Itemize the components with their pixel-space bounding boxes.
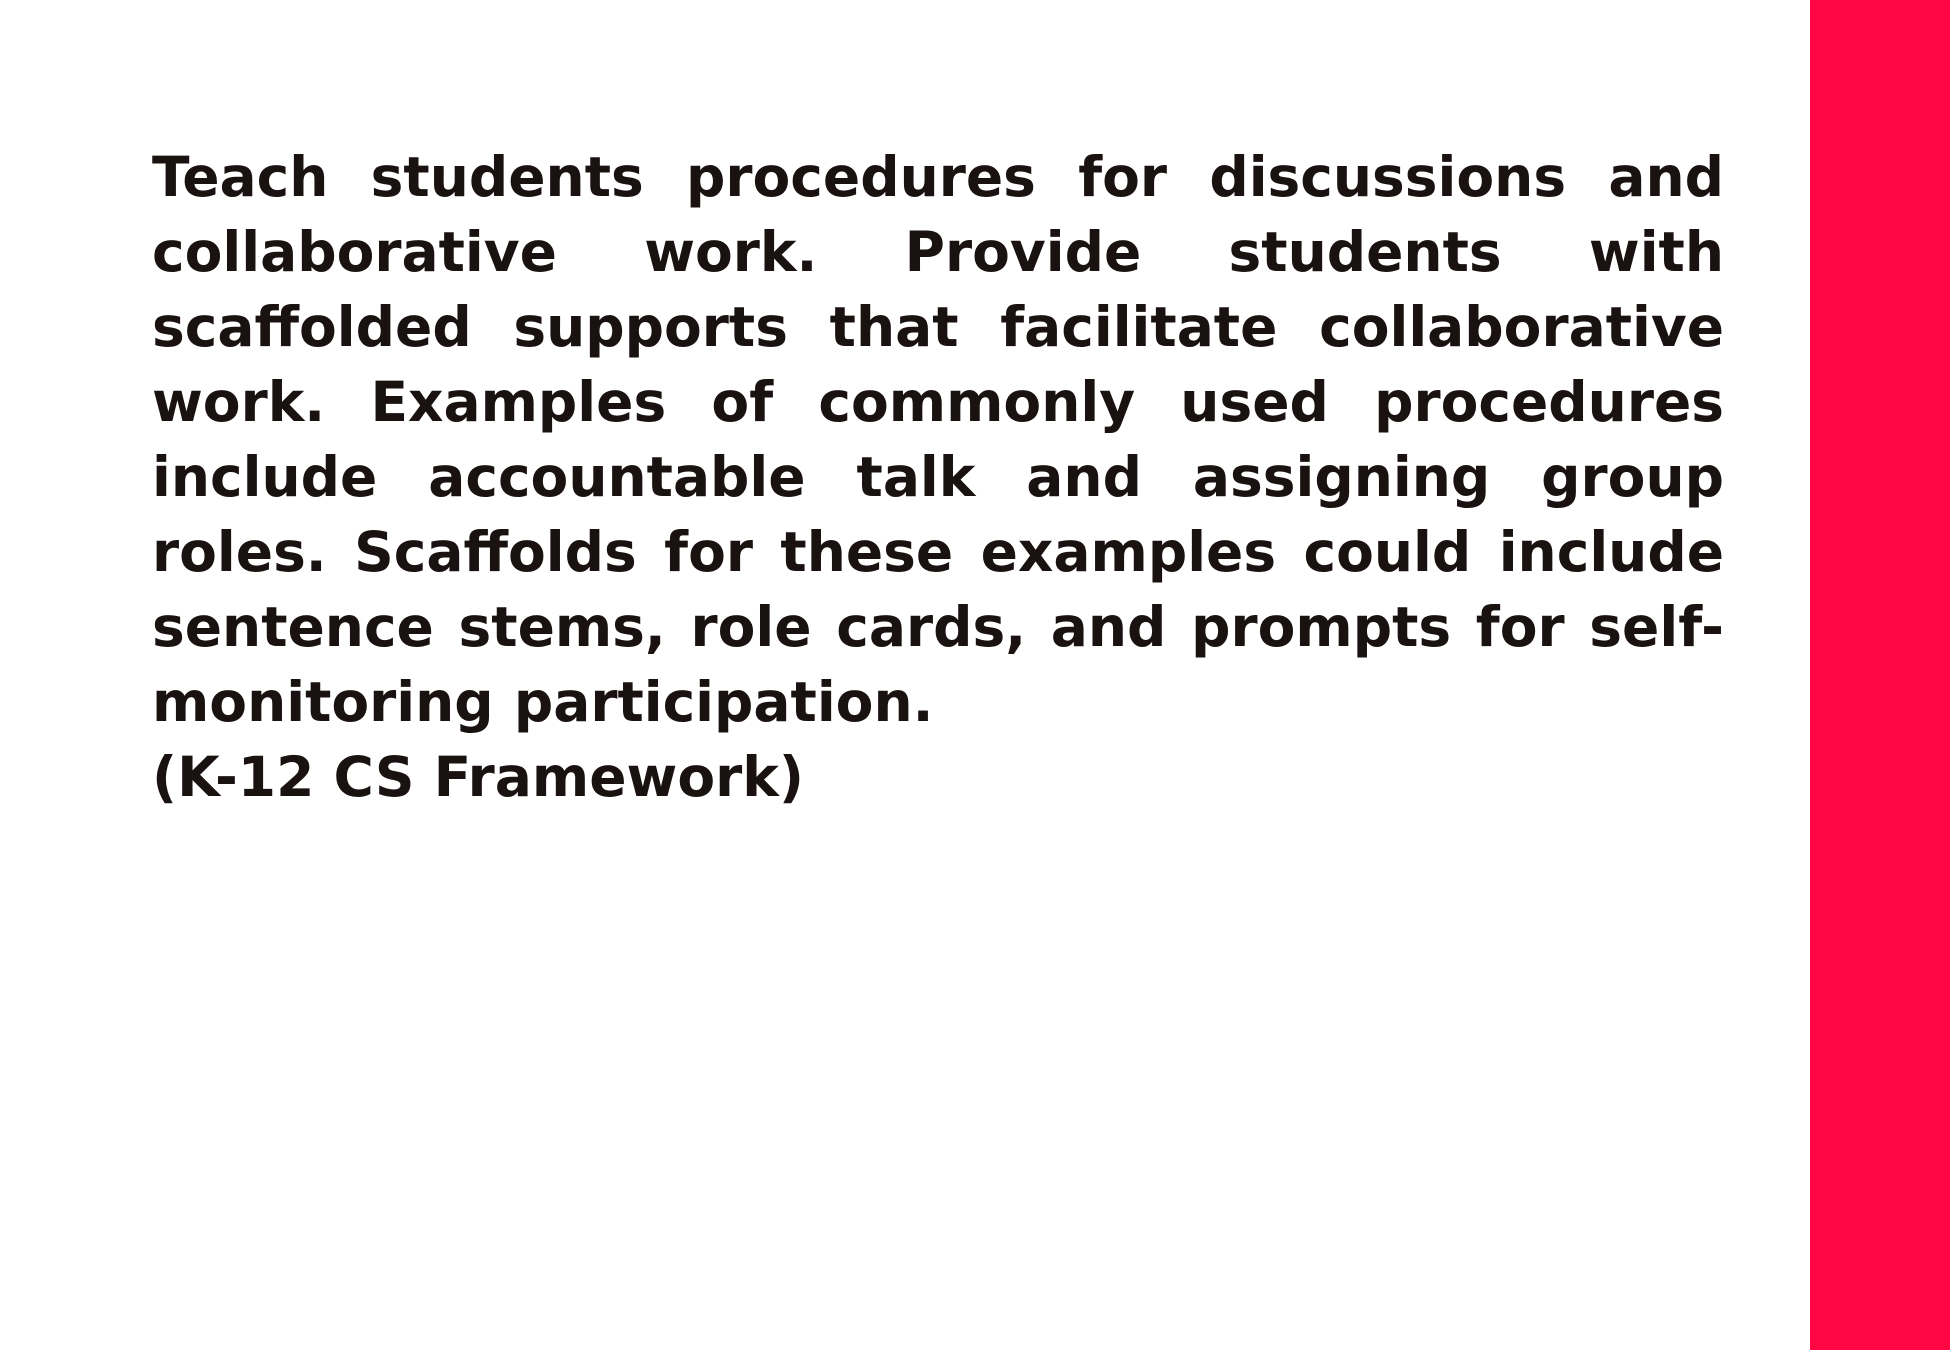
source-citation: (K-12 CS Framework) (152, 745, 804, 809)
text-block (152, 140, 1724, 815)
body-paragraph: Teach students procedures for discussions and collaborative work. Provide students with scaffolded supports that facilitate collaborative work. Examples of commonly used procedures include accountable talk and assigning group roles. Scaffolds for these examples could include sentence stems, role cards, and prompts for self-monitoring participation. (152, 145, 1724, 734)
accent-side-bar (1810, 0, 1950, 1350)
